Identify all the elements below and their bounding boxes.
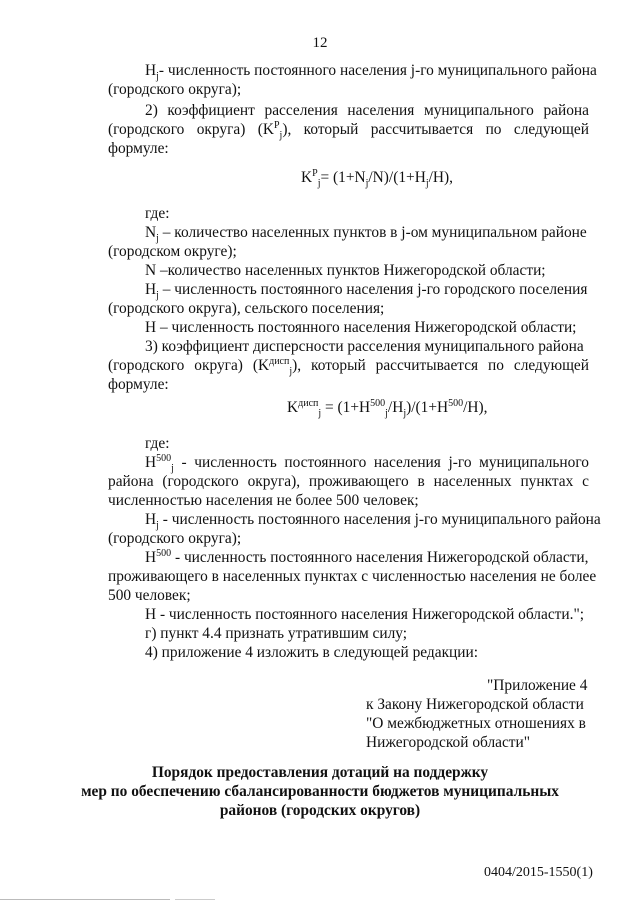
word: который: [303, 121, 359, 138]
word: округа): [196, 121, 246, 138]
text-line: проживающего в населенных пунктах с численностью населения не более: [108, 568, 597, 585]
text-line: где:: [145, 435, 170, 452]
word: следующей: [513, 121, 589, 138]
text-line: 4) приложение 4 изложить в следующей редакции:: [145, 644, 479, 661]
word: населения: [373, 454, 441, 471]
word: по: [488, 357, 504, 374]
text-line: 3) коэффициент дисперсности расселения муниципального района: [145, 338, 584, 355]
text-line: $H_j-$ численность постоянного населения j-го муниципального района: [145, 62, 597, 83]
formula-kp: $K^P_j= (1+N_j/N)/(1+H_j/H)$,: [301, 167, 453, 190]
text-line: H – численность постоянного населения Нижегородской области;: [145, 319, 577, 336]
appendix-number: "Приложение 4: [487, 677, 588, 694]
word: 2) коэффициент: [145, 102, 255, 119]
text-line: $N_j$ – количество населенных пунктов в j-ом муниципальном районе: [145, 224, 587, 245]
word: численность: [194, 454, 277, 471]
text-line: формуле:: [108, 140, 169, 157]
text-line: $H_j$ – численность постоянного населения j-го городского поселения: [145, 281, 588, 302]
word: (городского: [108, 121, 185, 138]
text-line: г) пункт 4.4 признать утратившим силу;: [145, 625, 408, 642]
section-title: районов (городских округов): [219, 802, 421, 819]
word: постоянного: [284, 454, 367, 471]
text-line: [108, 355, 589, 378]
text-line: численностью населения не более 500 человек;: [108, 492, 419, 509]
appendix-law: к Закону Нижегородской области: [366, 696, 584, 713]
text-line: 500 человек;: [108, 587, 191, 604]
section-title: мер по обеспечению сбалансированности бюджетов муниципальных: [81, 783, 559, 800]
page-edge-line: [0, 899, 170, 900]
text-line: (городского округа), сельского поселения;: [108, 300, 385, 317]
text-line: где:: [145, 205, 170, 222]
word: который: [311, 357, 366, 374]
text-line: формуле:: [108, 376, 169, 393]
section-title: Порядок предоставления дотаций на поддержку: [151, 764, 489, 781]
formula-kdisp: $K^{дисп}_j = (1+H^{500}_j/H_j)/(1+H^{500}/H)$,: [287, 397, 488, 420]
word: района: [543, 102, 589, 119]
word: $(K^P_j)$,: [257, 119, 292, 142]
text-line: (городского округа);: [108, 530, 242, 547]
word: муниципального: [479, 454, 589, 471]
word: следующей: [513, 357, 589, 374]
text-line: N –количество населенных пунктов Нижегородской области;: [145, 262, 546, 279]
word: населения: [347, 102, 415, 119]
word: расселения: [264, 102, 338, 119]
document-code: 0404/2015-1550(1): [484, 865, 593, 880]
text-line: H - численность постоянного населения Нижегородской области.";: [145, 606, 585, 623]
word: $H^{500}_j$: [145, 452, 174, 475]
text-line: [145, 452, 589, 475]
page-edge-line: [175, 899, 215, 900]
text-line: $H^{500}$ - численность постоянного населения Нижегородской области,: [145, 547, 589, 566]
word: муниципального: [423, 102, 534, 119]
text-line: (городском округе);: [108, 243, 237, 260]
word: по: [485, 121, 502, 138]
text-line: (городского округа);: [108, 81, 242, 98]
appendix-law-title: "О межбюджетных отношениях в: [366, 715, 586, 732]
word: -: [181, 454, 187, 471]
page-number: 12: [312, 35, 328, 51]
word: рассчитывается: [375, 357, 479, 374]
word: округа): [194, 357, 243, 374]
word: (городского: [108, 357, 185, 374]
word: j-го: [448, 454, 472, 471]
text-line: района (городского округа), проживающего в населенных пунктах с: [108, 473, 589, 490]
word: $(K^{дисп}_j)$,: [252, 355, 302, 378]
text-line: [145, 101, 589, 120]
text-line: [108, 119, 589, 142]
text-line: $H_j$ - численность постоянного населения j-го муниципального района: [145, 511, 601, 532]
appendix-law-title-cont: Нижегородской области": [366, 734, 531, 751]
word: рассчитывается: [370, 121, 474, 138]
